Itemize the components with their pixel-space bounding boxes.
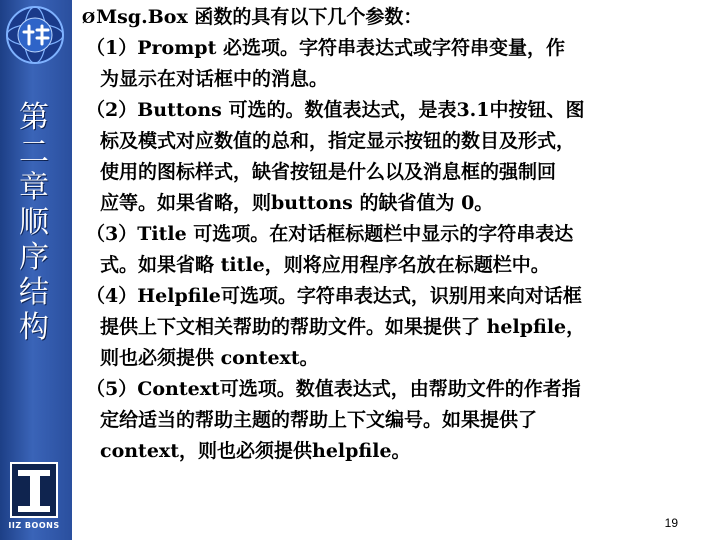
page-number: 19 bbox=[664, 516, 678, 530]
chapter-char: 第 bbox=[19, 100, 49, 135]
globe-logo-icon bbox=[4, 4, 66, 66]
text-line: （3）Title 可选项。在对话框标题栏中显示的字符串表达 bbox=[86, 223, 574, 245]
text-line: context，则也必须提供helpfile。 bbox=[100, 440, 411, 462]
chapter-char: 结 bbox=[19, 275, 49, 310]
text-line: 式。如果省略 title，则将应用程序名放在标题栏中。 bbox=[100, 254, 550, 276]
text-line: 使用的图标样式，缺省按钮是什么以及消息框的强制回 bbox=[100, 161, 557, 183]
text-line: 为显示在对话框中的消息。 bbox=[100, 68, 329, 90]
brand-mark-icon bbox=[10, 462, 58, 518]
chapter-char: 章 bbox=[19, 170, 49, 205]
bullet-arrow-icon: Ø bbox=[82, 9, 96, 27]
chapter-char: 二 bbox=[19, 135, 49, 170]
chapter-char: 顺 bbox=[19, 205, 49, 240]
chapter-char: 序 bbox=[19, 240, 49, 275]
slide-content bbox=[82, 2, 702, 467]
chapter-title-vertical bbox=[12, 100, 56, 345]
text-line: 则也必须提供 context。 bbox=[100, 347, 319, 369]
text-line: Msg.Box 函数的具有以下几个参数： bbox=[96, 6, 423, 28]
text-line: （4）Helpfile可选项。字符串表达式，识别用来向对话框 bbox=[86, 285, 582, 307]
bottom-logo bbox=[6, 462, 62, 534]
text-line: （1）Prompt 必选项。字符串表达式或字符串变量，作 bbox=[86, 37, 565, 59]
sidebar bbox=[0, 0, 72, 540]
text-line: （2）Buttons 可选的。数值表达式，是表3.1中按钮、图 bbox=[86, 99, 585, 121]
chapter-char: 构 bbox=[19, 310, 49, 345]
text-line: 标及模式对应数值的总和，指定显示按钮的数目及形式， bbox=[100, 130, 576, 152]
text-line: 提供上下文相关帮助的帮助文件。如果提供了 helpfile， bbox=[100, 316, 586, 338]
text-line: 应等。如果省略，则buttons 的缺省值为 0。 bbox=[100, 192, 494, 214]
heading-line bbox=[82, 2, 702, 33]
text-line: 定给适当的帮助主题的帮助上下文编号。如果提供了 bbox=[100, 409, 538, 431]
text-line: （5）Context可选项。数值表达式，由帮助文件的作者指 bbox=[86, 378, 581, 400]
bottom-logo-text: IIZ BOONS bbox=[8, 521, 60, 530]
